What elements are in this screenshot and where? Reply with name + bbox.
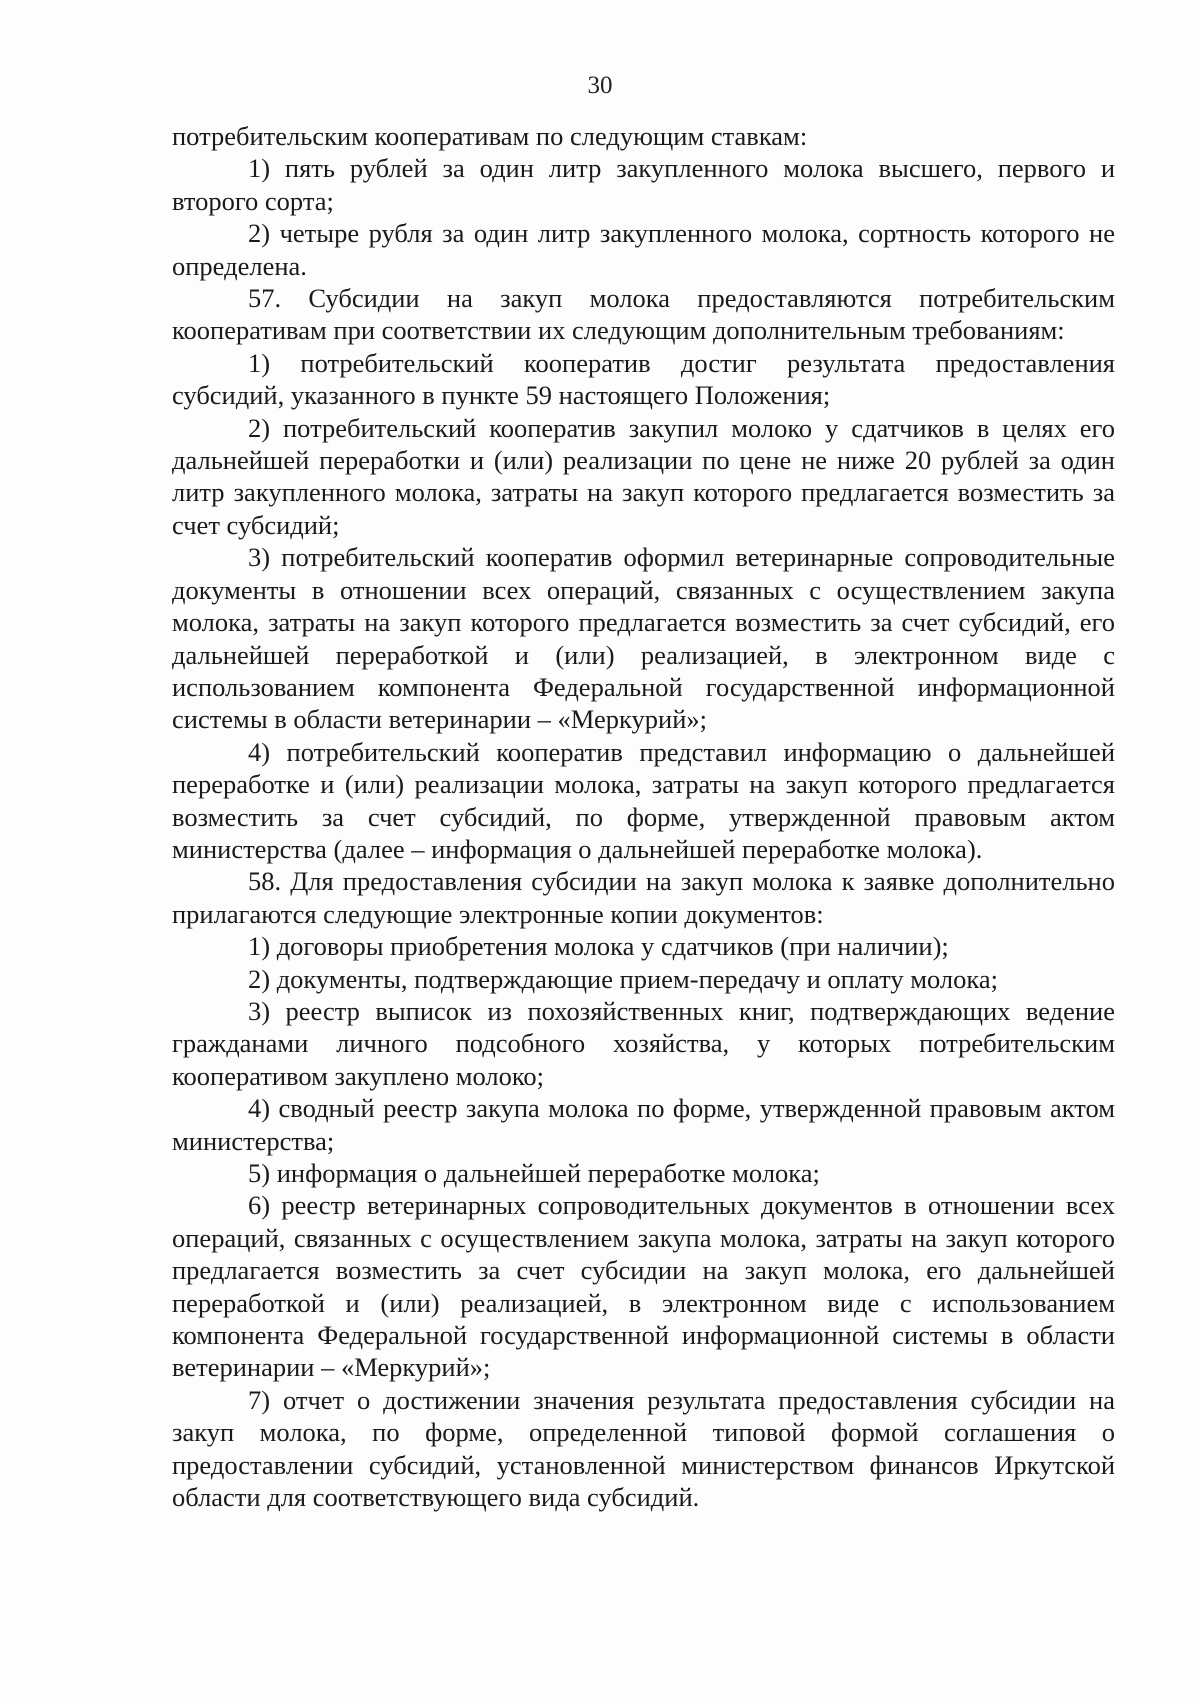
paragraph-rate-2: 2) четыре рубля за один литр закупленного молока, сортность которого не определена. — [172, 218, 1115, 281]
paragraph-57-item-4: 4) потребительский кооператив представил информацию о дальнейшей переработке и (или) реализации молока, затраты на закуп которого предлагается возместить за счет субсидий, по форме, утвержденной правовым актом министерства (далее – информация о дальнейшей переработке молока). — [172, 736, 1115, 864]
paragraph-58-item-6: 6) реестр ветеринарных сопроводительных документов в отношении всех операций, связанных с осуществлением закупа молока, затраты на закуп которого предлагается возместить за счет субсидии на закуп молока, его дальнейшей переработкой и (или) реализацией, в электронном виде с использованием компонента Федеральной государственной информационной системы в области ветеринарии – «Меркурий»; — [172, 1190, 1115, 1383]
paragraph-58: 58. Для предоставления субсидии на закуп молока к заявке дополнительно прилагаются следующие электронные копии документов: — [172, 866, 1115, 929]
paragraph-57-item-3: 3) потребительский кооператив оформил ветеринарные сопроводительные документы в отношении всех операций, связанных с осуществлением закупа молока, затраты на закуп которого предлагается возместить за счет субсидий, его дальнейшей переработкой и (или) реализацией, в электронном виде с использованием компонента Федеральной государственной информационной системы в области ветеринарии – «Меркурий»; — [172, 542, 1115, 735]
paragraph-57-item-2: 2) потребительский кооператив закупил молоко у сдатчиков в целях его дальнейшей переработки и (или) реализации по цене не ниже 20 рублей за один литр закупленного молока, затраты на закуп которого предлагается возместить за счет субсидий; — [172, 412, 1115, 540]
paragraph-58-item-2: 2) документы, подтверждающие прием-передачу и оплату молока; — [248, 963, 998, 994]
paragraph-58-item-3: 3) реестр выписок из похозяйственных книг, подтверждающих ведение гражданами личного подсобного хозяйства, у которых потребительским кооперативом закуплено молоко; — [172, 995, 1115, 1091]
document-body — [172, 120, 1115, 1513]
paragraph-58-item-7: 7) отчет о достижении значения результата предоставления субсидии на закуп молока, по форме, определенной типовой формой соглашения о предоставлении субсидий, установленной министерством финансов Иркутской области для соответствующего вида субсидий. — [172, 1384, 1115, 1513]
paragraph-58-item-5: 5) информация о дальнейшей переработке молока; — [248, 1158, 820, 1188]
paragraph-58-item-1: 1) договоры приобретения молока у сдатчиков (при наличии); — [248, 931, 949, 962]
paragraph-rate-1: 1) пять рублей за один литр закупленного молока высшего, первого и второго сорта; — [172, 153, 1115, 216]
paragraph-57-item-1: 1) потребительский кооператив достиг результата предоставления субсидий, указанного в пункте 59 настоящего Положения; — [172, 347, 1115, 411]
paragraph-58-item-4: 4) сводный реестр закупа молока по форме, утвержденной правовым актом министерства; — [172, 1093, 1115, 1156]
paragraph-57: 57. Субсидии на закуп молока предоставляются потребительским кооперативам при соответствии их следующим дополнительным требованиям: — [172, 283, 1115, 346]
paragraph-intro: потребительским кооперативам по следующим ставкам: — [172, 121, 808, 151]
page-number: 30 — [587, 72, 613, 99]
